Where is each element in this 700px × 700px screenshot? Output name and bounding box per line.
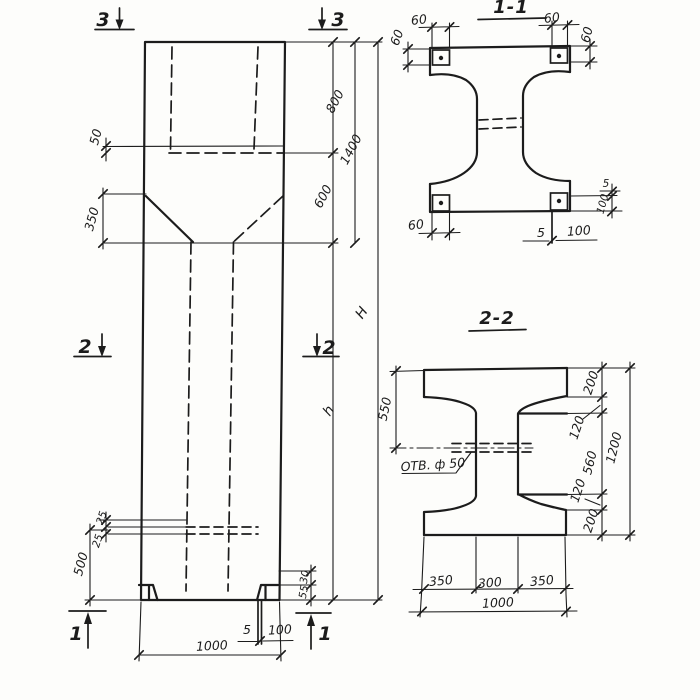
hole-lines bbox=[390, 444, 533, 475]
dim-1200: 1200 bbox=[602, 430, 625, 465]
down-arrow-icon bbox=[116, 20, 124, 31]
dim-60-right: 60 bbox=[577, 24, 596, 45]
dim-5-base: 5 bbox=[243, 622, 251, 637]
section-marker-3-left bbox=[95, 8, 134, 31]
elevation-dim-labels bbox=[70, 87, 372, 654]
section-2-2-title: 2-2 bbox=[479, 308, 515, 329]
hidden-lines bbox=[108, 47, 284, 591]
dim-60-top-left: 60 bbox=[410, 11, 428, 28]
dim-120-top: 120 bbox=[565, 413, 588, 442]
dim-25-lower: 25 bbox=[90, 532, 106, 550]
dim-1000-bottom: 1000 bbox=[481, 594, 515, 611]
up-arrow-icon bbox=[307, 614, 315, 626]
section-marker-2-left bbox=[74, 334, 111, 358]
section-2-2-dimensions bbox=[390, 362, 635, 617]
up-arrow-icon bbox=[84, 612, 92, 624]
marker-label: 3 bbox=[96, 9, 110, 31]
section-1-1-profile bbox=[430, 46, 570, 212]
dim-300: 300 bbox=[477, 573, 503, 592]
dim-1000-base: 1000 bbox=[195, 637, 229, 654]
section-marker-1-left bbox=[69, 611, 106, 648]
marker-label: 3 bbox=[331, 9, 345, 31]
section-1-1-title: 1-1 bbox=[493, 0, 529, 18]
down-arrow-icon bbox=[318, 20, 326, 31]
dim-5-right: 5 bbox=[602, 178, 610, 190]
dim-800: 800 bbox=[322, 87, 347, 116]
dim-100-bottom: 100 bbox=[566, 222, 592, 239]
marker-label: 2 bbox=[78, 336, 92, 358]
dim-25-upper: 25 bbox=[94, 509, 110, 527]
dim-50: 50 bbox=[86, 127, 105, 147]
dim-5-bottom: 5 bbox=[537, 225, 545, 240]
section-2-2 bbox=[375, 308, 635, 617]
elevation-view bbox=[69, 8, 382, 661]
section-markers bbox=[69, 8, 347, 649]
dim-550: 550 bbox=[374, 395, 395, 423]
marker-label: 1 bbox=[69, 623, 83, 645]
marker-label: 2 bbox=[322, 337, 336, 359]
dim-1400: 1400 bbox=[336, 131, 365, 167]
dim-200-top: 200 bbox=[579, 368, 602, 397]
section-marker-2-right bbox=[303, 334, 339, 359]
dim-h: h bbox=[319, 402, 339, 420]
dim-200-bottom: 200 bbox=[579, 506, 602, 535]
dim-600: 600 bbox=[310, 182, 335, 211]
down-arrow-icon bbox=[313, 346, 321, 357]
dimension-lines bbox=[85, 38, 382, 661]
marker-label: 1 bbox=[318, 623, 332, 645]
section-1-1 bbox=[387, 0, 622, 245]
dim-ticks bbox=[86, 38, 382, 659]
dim-H: H bbox=[352, 304, 372, 322]
dim-560: 560 bbox=[579, 449, 600, 477]
section-marker-3-right bbox=[309, 8, 347, 31]
dim-30: 30 bbox=[297, 569, 313, 585]
hole-note: ОТВ. ф 50 bbox=[400, 454, 466, 475]
section-1-1-labels bbox=[387, 9, 612, 240]
dim-500: 500 bbox=[70, 550, 91, 578]
dim-120-bottom: 120 bbox=[566, 476, 589, 505]
down-arrow-icon bbox=[98, 346, 106, 357]
dim-350-right: 350 bbox=[529, 571, 555, 590]
dim-100-base: 100 bbox=[267, 621, 293, 638]
dim-350-left: 350 bbox=[428, 571, 454, 590]
section-marker-1-right bbox=[296, 613, 332, 649]
column-outline bbox=[103, 42, 285, 644]
dim-60-bottom-left: 60 bbox=[407, 216, 425, 233]
dim-350: 350 bbox=[81, 205, 102, 233]
dim-60-left: 60 bbox=[386, 27, 407, 48]
section-2-2-labels bbox=[375, 369, 625, 611]
dim-60-top-right: 60 bbox=[543, 9, 561, 26]
dim-100-right: 100 bbox=[594, 192, 612, 216]
dim-55: 55 bbox=[296, 584, 312, 600]
